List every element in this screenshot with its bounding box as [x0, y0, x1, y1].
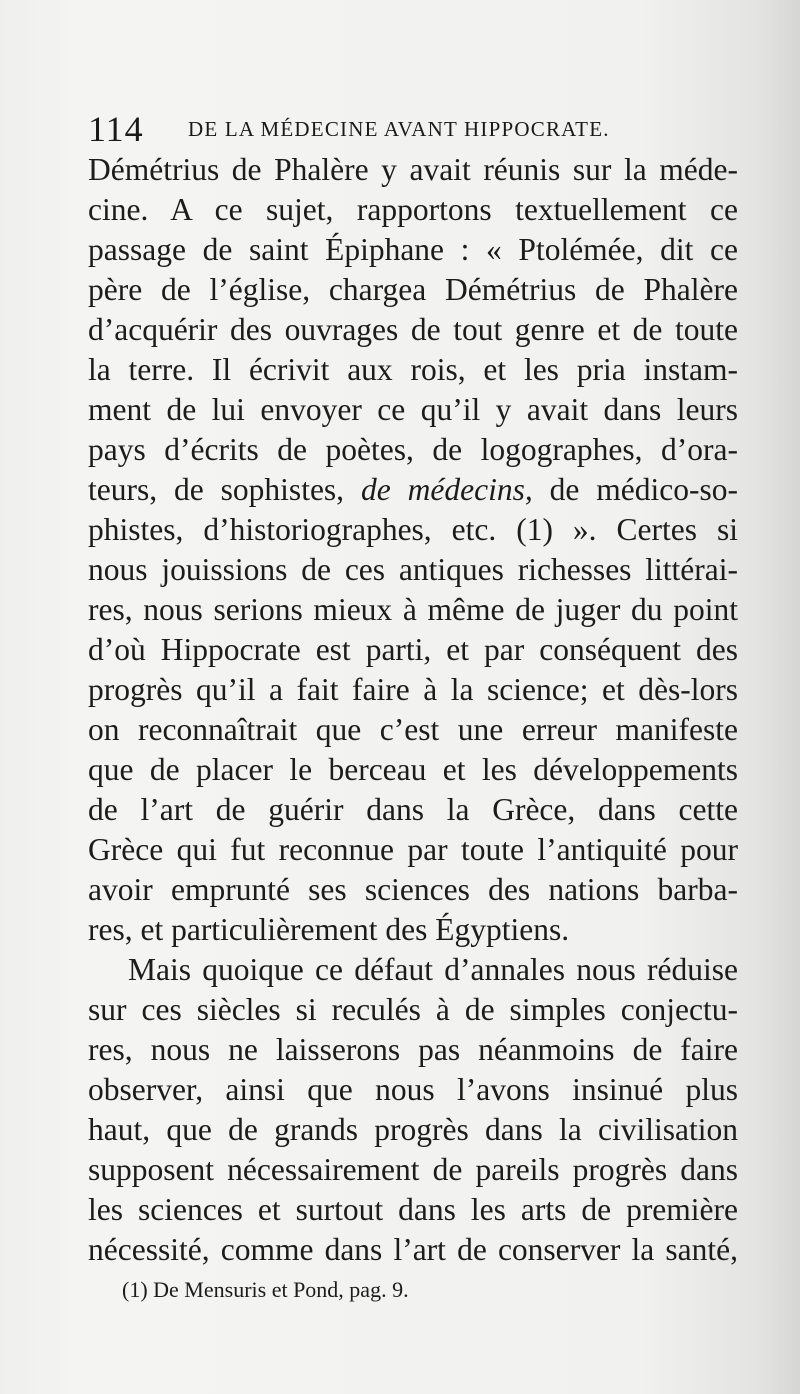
text-line: père de l’église, chargea Démétrius de Phalère — [88, 272, 738, 307]
text-line: ment de lui envoyer ce qu’il y avait dans leurs — [88, 392, 738, 427]
text-line: d’où Hippocrate est parti, et par conséquent des — [88, 632, 738, 667]
page-number: 114 — [88, 109, 144, 149]
text-line: la terre. Il écrivit aux rois, et les pria instam- — [88, 352, 738, 387]
text-line: res, nous serions mieux à même de juger du point — [88, 592, 738, 627]
body-text — [88, 150, 738, 1270]
text-line: Grèce qui fut reconnue par toute l’antiquité pour — [88, 832, 738, 867]
text-line: cine. A ce sujet, rapportons textuellement ce — [88, 192, 738, 227]
text-line: Mais quoique ce défaut d’annales nous réduise — [128, 952, 738, 987]
text-line: sur ces siècles si reculés à de simples conjectu- — [88, 992, 738, 1027]
text-line: de l’art de guérir dans la Grèce, dans cette — [88, 792, 738, 827]
text-line-with-italic — [88, 470, 738, 510]
text-line: on reconnaîtrait que c’est une erreur manifeste — [88, 712, 738, 747]
text-line: d’acquérir des ouvrages de tout genre et de toute — [88, 312, 738, 347]
text-line: Démétrius de Phalère y avait réunis sur la méde- — [88, 152, 738, 187]
text-line: phistes, d’historiographes, etc. (1) ». Certes si — [88, 512, 738, 547]
text-line: que de placer le berceau et les développements — [88, 752, 738, 787]
text-line: observer, ainsi que nous l’avons insinué plus — [88, 1072, 738, 1107]
footnote: (1) De Mensuris et Pond, pag. 9. — [122, 1277, 409, 1302]
text-line: nécessité, comme dans l’art de conserver la santé, — [88, 1232, 738, 1267]
text-line: res, nous ne laisserons pas néanmoins de faire — [88, 1032, 738, 1067]
page-header — [88, 108, 728, 150]
text-line: passage de saint Épiphane : « Ptolémée, dit ce — [88, 232, 738, 267]
text-line: progrès qu’il a fait faire à la science; et dès-lors — [88, 672, 738, 707]
text-line: pays d’écrits de poètes, de logographes, d’ora- — [88, 432, 738, 467]
text-line: res, et particulièrement des Égyptiens. — [88, 912, 570, 947]
text-line: nous jouissions de ces antiques richesses littérai- — [88, 552, 738, 587]
running-title: DE LA MÉDECINE AVANT HIPPOCRATE. — [188, 117, 610, 141]
text-line: supposent nécessairement de pareils progrès dans — [88, 1152, 738, 1187]
italic-phrase: de médecins, — [360, 472, 533, 507]
text-line: haut, que de grands progrès dans la civilisation — [88, 1112, 738, 1147]
text-line: avoir emprunté ses sciences des nations barba- — [88, 872, 738, 907]
text-segment: teurs, de sophistes, — [88, 472, 361, 507]
text-line: les sciences et surtout dans les arts de première — [88, 1192, 738, 1227]
text-segment: de médico-so- — [532, 472, 738, 507]
